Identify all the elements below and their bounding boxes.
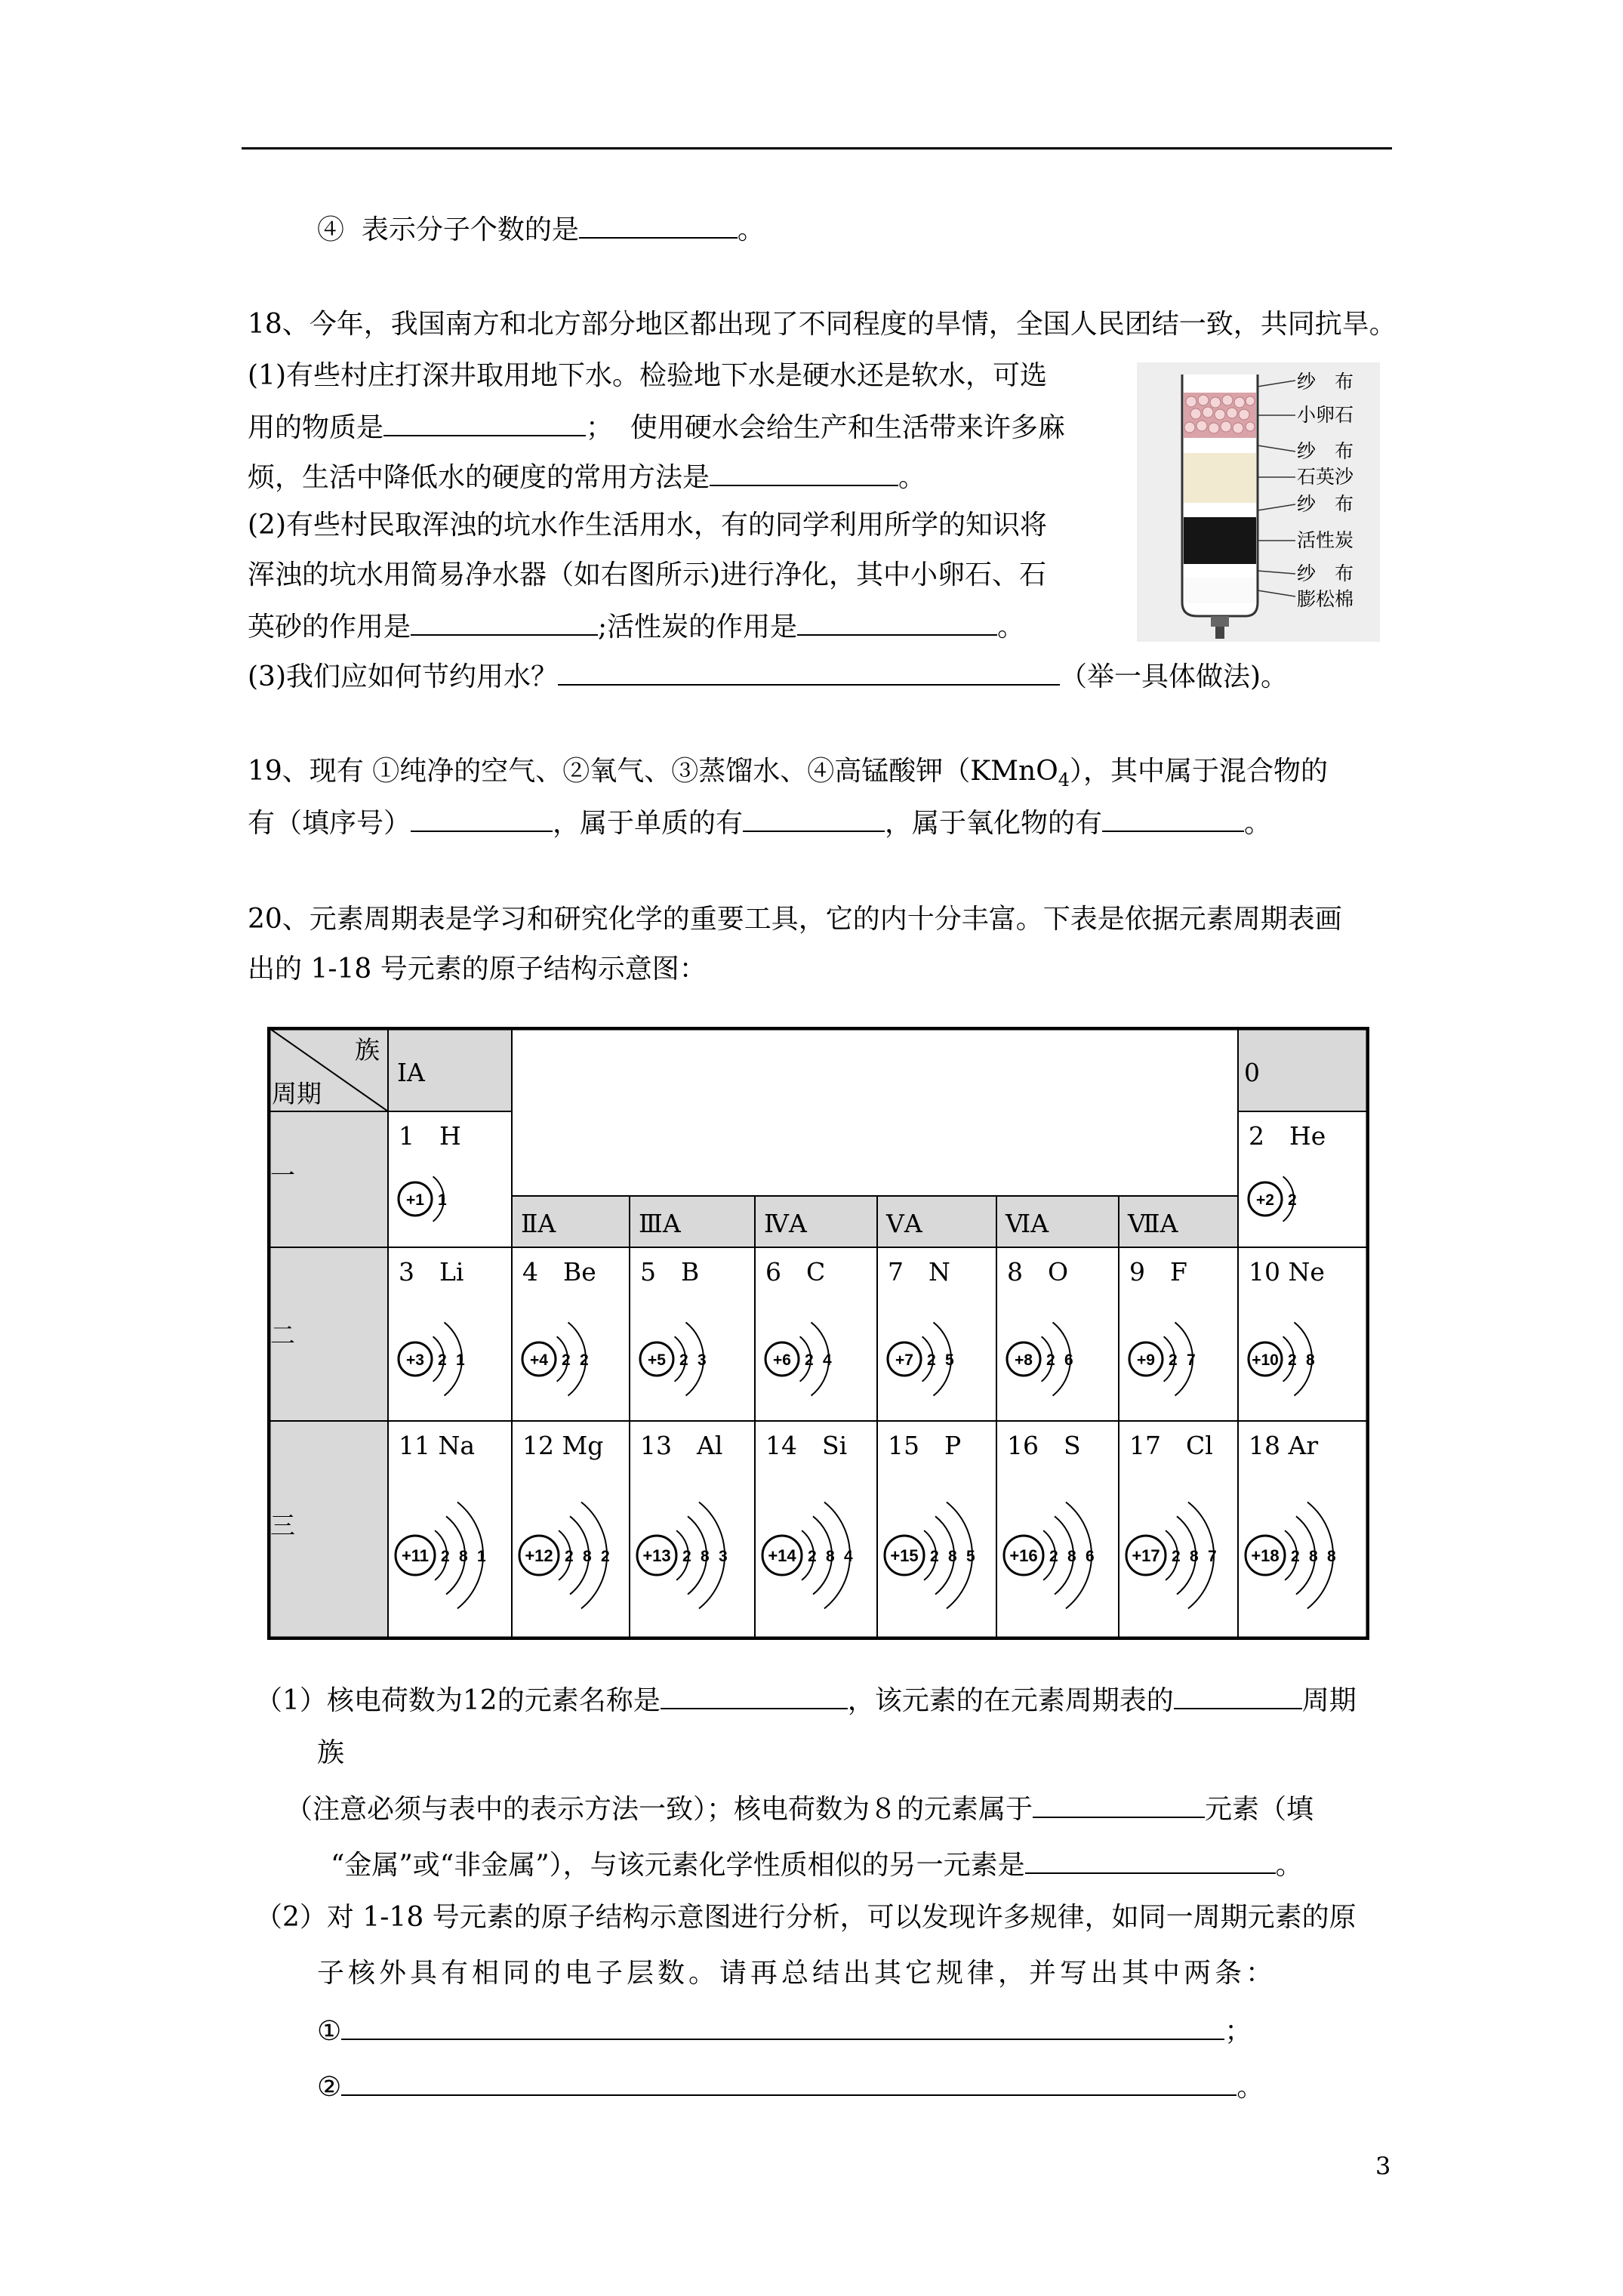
element-cell — [885, 1431, 975, 1608]
answer-blank[interactable] — [411, 607, 598, 636]
q20-sub2-line1: （2）对 1-18 号元素的原子结构示意图进行分析，可以发现许多规律，如同一周期元素的原 — [255, 1902, 1357, 1933]
element-cell — [762, 1431, 853, 1608]
nucleus-charge: +18 — [1251, 1546, 1280, 1565]
element-label: 11 Na — [399, 1431, 476, 1460]
shell-electron-count: 8 — [948, 1548, 957, 1565]
element-cell — [640, 1257, 707, 1396]
shell-electron-count: 2 — [808, 1548, 817, 1565]
periodic-table — [267, 1027, 1369, 1640]
shell-electron-count: 2 — [1172, 1548, 1181, 1565]
shell-electron-count: 8 — [1327, 1548, 1336, 1565]
q18-part1-line2: 用的物质是 ； 使用硬水会给生产和生活带来许多麻 — [248, 408, 1065, 446]
shell-electron-count: 2 — [930, 1548, 939, 1565]
q20-line1: 20、元素周期表是学习和研究化学的重要工具，它的内十分丰富。下表是依据元素周期表画 — [248, 904, 1342, 935]
element-cell — [765, 1257, 832, 1396]
nucleus-charge: +9 — [1137, 1351, 1155, 1369]
element-label: 17 Cl — [1129, 1431, 1213, 1460]
shell-electron-count: 2 — [580, 1351, 589, 1369]
nucleus-charge: +13 — [642, 1546, 671, 1565]
shell-electron-count: 2 — [682, 1548, 691, 1565]
group-4a: ⅣA — [764, 1209, 807, 1238]
nucleus-charge: +7 — [895, 1351, 913, 1369]
answer-blank[interactable] — [579, 210, 738, 239]
shell-electron-count: 2 — [441, 1548, 450, 1565]
group-0: 0 — [1244, 1058, 1260, 1087]
nucleus-charge: +2 — [1256, 1191, 1274, 1209]
label-activated-carbon: 活性炭 — [1297, 529, 1354, 551]
quartz-sand-layer — [1184, 453, 1256, 503]
shell-electron-count: 2 — [1288, 1191, 1297, 1209]
shell-electron-count: 5 — [966, 1548, 975, 1565]
group-7a: ⅦA — [1128, 1209, 1178, 1238]
q17-item4: ④ 表示分子个数的是 。 — [317, 210, 765, 248]
shell-electron-count: 7 — [1208, 1548, 1217, 1565]
q20-sub1-line4: “金属”或“非金属”），与该元素化学性质相似的另一元素是 。 — [331, 1845, 1303, 1884]
answer-blank[interactable] — [661, 1681, 848, 1709]
shell-electron-count: 2 — [805, 1351, 814, 1369]
element-cell — [637, 1431, 728, 1608]
shell-electron-count: 1 — [477, 1548, 486, 1565]
nucleus-charge: +3 — [406, 1351, 424, 1369]
shell-electron-count: 3 — [698, 1351, 707, 1369]
period-2: 二 — [270, 1321, 295, 1350]
element-label: 8 O — [1007, 1257, 1069, 1287]
element-label: 10 Ne — [1249, 1257, 1325, 1287]
q20-sub1-line2: 族 — [317, 1737, 345, 1768]
q20-sub1-line3: （注意必须与表中的表示方法一致）；核电荷数为８的元素属于 元素（填 — [285, 1789, 1313, 1828]
shell-electron-count: 3 — [719, 1548, 728, 1565]
element-cells — [396, 1121, 1336, 1608]
nucleus-charge: +6 — [773, 1351, 791, 1369]
period-1: 一 — [270, 1160, 295, 1190]
answer-blank[interactable] — [558, 657, 1060, 686]
group-3a: ⅢA — [639, 1209, 681, 1238]
shell-electron-count: 8 — [459, 1548, 468, 1565]
shell-electron-count: 2 — [601, 1548, 610, 1565]
shell-electron-count: 8 — [1309, 1548, 1318, 1565]
element-label: 3 Li — [399, 1257, 464, 1287]
shell-electron-count: 1 — [438, 1191, 447, 1209]
shell-electron-count: 8 — [1190, 1548, 1199, 1565]
answer-blank[interactable] — [341, 2067, 1236, 2096]
q20-sub2-line2: 子核外具有相同的电子层数。请再总结出其它规律，并写出其中两条： — [317, 1958, 1277, 1989]
element-cell — [522, 1257, 596, 1396]
shell-electron-count: 2 — [679, 1351, 688, 1369]
answer-blank[interactable] — [341, 2011, 1224, 2040]
label-quartz-sand: 石英沙 — [1297, 466, 1354, 488]
shell-electron-count: 2 — [565, 1548, 574, 1565]
q18-stem: 18、今年，我国南方和北方部分地区都出现了不同程度的旱情，全国人民团结一致，共同抗旱。 — [248, 309, 1397, 340]
element-label: 2 He — [1249, 1121, 1326, 1151]
element-label: 12 Mg — [522, 1431, 604, 1460]
activated-carbon-layer — [1184, 517, 1256, 564]
element-cell — [1246, 1431, 1336, 1608]
shell-electron-count: 6 — [1064, 1351, 1073, 1369]
nucleus-charge: +10 — [1252, 1351, 1279, 1369]
answer-blank[interactable] — [1174, 1681, 1302, 1709]
answer-blank[interactable] — [797, 607, 997, 636]
cotton-layer — [1184, 578, 1256, 603]
element-cell — [1007, 1257, 1073, 1396]
shell-electron-count: 2 — [1169, 1351, 1178, 1369]
element-label: 6 C — [765, 1257, 826, 1287]
nucleus-charge: +16 — [1009, 1546, 1038, 1565]
shell-electron-count: 4 — [823, 1351, 832, 1369]
label-gauze-2: 纱 布 — [1297, 440, 1354, 462]
q18-part2-line3: 英砂的作用是 ;活性炭的作用是 。 — [248, 607, 1024, 646]
element-cell — [396, 1431, 486, 1608]
element-label: 5 B — [640, 1257, 700, 1287]
q18-part2-line1: (2)有些村民取浑浊的坑水作生活用水，有的同学利用所学的知识将 — [248, 510, 1047, 541]
header-group: 族 — [355, 1035, 380, 1065]
element-label: 13 Al — [640, 1431, 723, 1460]
element-label: 16 S — [1007, 1431, 1081, 1460]
shell-electron-count: 2 — [1288, 1351, 1297, 1369]
q20-line2: 出的 1-18 号元素的原子结构示意图： — [248, 954, 707, 985]
element-label: 4 Be — [522, 1257, 596, 1287]
shell-electron-count: 8 — [583, 1548, 592, 1565]
q20-sub2-rule2: ② 。 — [317, 2067, 1264, 2106]
element-cell — [1004, 1431, 1095, 1608]
nucleus-charge: +11 — [401, 1546, 430, 1565]
group-1a: ⅠA — [397, 1058, 425, 1087]
nucleus-charge: +12 — [525, 1546, 553, 1565]
answer-blank[interactable] — [1102, 803, 1244, 832]
q19-line2: 有（填序号） ，属于单质的有 ，属于氧化物的有 。 — [248, 803, 1271, 842]
q18-part1-line3: 烦，生活中降低水的硬度的常用方法是 。 — [248, 458, 925, 496]
answer-blank[interactable] — [383, 408, 586, 436]
shell-electron-count: 6 — [1086, 1548, 1095, 1565]
element-cell — [399, 1121, 461, 1222]
nucleus-charge: +15 — [890, 1546, 919, 1565]
answer-blank[interactable] — [1025, 1845, 1276, 1874]
element-cell — [1249, 1121, 1326, 1222]
element-cell — [1129, 1257, 1196, 1396]
group-5a: ⅤA — [886, 1209, 922, 1238]
shell-electron-count: 8 — [826, 1548, 835, 1565]
shell-electron-count: 2 — [1046, 1351, 1055, 1369]
nucleus-charge: +1 — [406, 1191, 424, 1209]
label-cotton: 膨松棉 — [1297, 588, 1354, 610]
element-cell — [888, 1257, 954, 1396]
page-number: 3 — [1375, 2152, 1391, 2180]
answer-blank[interactable] — [743, 803, 885, 832]
element-label: 1 H — [399, 1121, 461, 1151]
shell-electron-count: 5 — [945, 1351, 954, 1369]
q18-part3: (3)我们应如何节约用水？ （举一具体做法)。 — [248, 657, 1288, 695]
answer-blank[interactable] — [411, 803, 553, 832]
nucleus-charge: +4 — [530, 1351, 548, 1369]
q18-part2-line2: 浑浊的坑水用简易净水器（如右图所示)进行净化，其中小卵石、石 — [248, 559, 1047, 590]
element-label: 9 F — [1129, 1257, 1187, 1287]
header-rule — [242, 147, 1392, 149]
water-filter-figure — [1137, 362, 1380, 642]
shell-electron-count: 8 — [1067, 1548, 1076, 1565]
q20-sub1-line1: （1）核电荷数为12的元素名称是 ，该元素的在元素周期表的 周期 — [255, 1681, 1357, 1719]
period-3: 三 — [270, 1511, 295, 1540]
group-6a: ⅥA — [1006, 1209, 1049, 1238]
element-cell — [1126, 1431, 1217, 1608]
element-cell — [1249, 1257, 1325, 1396]
label-gauze-3: 纱 布 — [1297, 493, 1354, 515]
element-label: 15 P — [888, 1431, 962, 1460]
shell-electron-count: 7 — [1187, 1351, 1196, 1369]
shell-electron-count: 2 — [1049, 1548, 1058, 1565]
element-label: 18 Ar — [1249, 1431, 1319, 1460]
q18-part1-line1: (1)有些村庄打深井取用地下水。检验地下水是硬水还是软水，可选 — [248, 360, 1047, 391]
element-cell — [519, 1431, 610, 1608]
shell-electron-count: 8 — [701, 1548, 710, 1565]
faucet — [1211, 616, 1229, 627]
label-gauze-1: 纱 布 — [1297, 371, 1354, 393]
group-2a: ⅡA — [521, 1209, 556, 1238]
answer-blank[interactable] — [710, 458, 898, 486]
q19-line1: 19、现有 ①纯净的空气、②氧气、③蒸馏水、④高锰酸钾（KMnO$_4$），其中属于混合物的 — [248, 756, 1329, 791]
element-cell — [399, 1257, 465, 1396]
nucleus-charge: +5 — [648, 1351, 666, 1369]
element-label: 14 Si — [765, 1431, 848, 1460]
shell-electron-count: 8 — [1306, 1351, 1315, 1369]
shell-electron-count: 2 — [1291, 1548, 1300, 1565]
shell-electron-count: 4 — [844, 1548, 853, 1565]
nucleus-charge: +17 — [1132, 1546, 1160, 1565]
answer-blank[interactable] — [1033, 1789, 1205, 1818]
nucleus-charge: +8 — [1015, 1351, 1033, 1369]
shell-electron-count: 2 — [927, 1351, 936, 1369]
shell-electron-count: 2 — [562, 1351, 571, 1369]
shell-electron-count: 2 — [438, 1351, 447, 1369]
label-gauze-4: 纱 布 — [1297, 562, 1354, 584]
label-pebbles: 小卵石 — [1297, 404, 1354, 426]
shell-electron-count: 1 — [456, 1351, 465, 1369]
element-label: 7 N — [888, 1257, 950, 1287]
nucleus-charge: +14 — [768, 1546, 796, 1565]
header-period: 周期 — [272, 1079, 322, 1108]
q20-sub2-rule1: ① ； — [317, 2011, 1252, 2050]
